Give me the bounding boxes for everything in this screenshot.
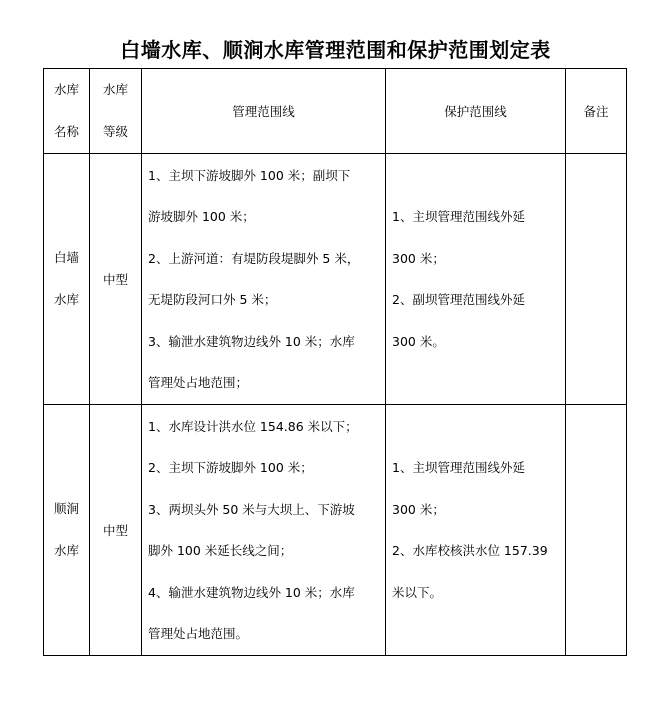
table-row: [44, 405, 627, 656]
header-name-line2: 名称: [53, 124, 79, 139]
reservoir-name-cell: [44, 405, 90, 656]
table-header-row: [44, 69, 627, 154]
management-range-cell: [142, 405, 386, 656]
reservoir-grade-cell: [90, 154, 142, 405]
management-line: 脚外 100 米延长线之间；: [148, 543, 293, 558]
management-range-cell: [142, 154, 386, 405]
header-grade-line2: 等级: [102, 124, 128, 139]
header-management-label: 管理范围线: [232, 104, 295, 119]
header-management-cell: [142, 69, 386, 154]
reservoir-grade: 中型: [102, 272, 128, 287]
header-note-label: 备注: [583, 104, 609, 119]
management-line: 4、输泄水建筑物边线外 10 米；水库: [148, 584, 355, 600]
header-protection-label: 保护范围线: [444, 104, 507, 119]
protection-line: 300 米。: [392, 333, 445, 349]
document-title: 白墙水库、顺涧水库管理范围和保护范围划定表: [120, 38, 551, 62]
reservoir-name-line2: 水库: [53, 292, 79, 307]
management-line: 2、主坝下游坡脚外 100 米；: [148, 460, 313, 475]
management-line: 3、输泄水建筑物边线外 10 米；水库: [148, 333, 355, 349]
table-row: [44, 154, 627, 405]
reservoir-grade: 中型: [102, 523, 128, 538]
header-name-cell: [44, 69, 90, 154]
note-cell: [566, 405, 627, 656]
header-protection-cell: [386, 69, 566, 154]
protection-line: 300 米；: [392, 250, 445, 266]
header-note-cell: [566, 69, 627, 154]
management-line: 2、上游河道：有堤防段堤脚外 5 米，: [148, 250, 360, 266]
management-line: 无堤防段河口外 5 米；: [148, 292, 277, 307]
protection-line: 2、水库校核洪水位 157.39: [392, 543, 548, 558]
protection-line: 300 米；: [392, 501, 445, 517]
header-grade-line1: 水库: [102, 82, 128, 97]
protection-range-cell: [386, 405, 566, 656]
protection-line: 2、副坝管理范围线外延: [392, 292, 525, 307]
reservoir-grade-cell: [90, 405, 142, 656]
reservoir-name-cell: [44, 154, 90, 405]
management-line: 管理处占地范围。: [148, 626, 249, 641]
protection-line: 1、主坝管理范围线外延: [392, 209, 525, 224]
reservoir-name-line1: 顺涧: [53, 501, 79, 516]
protection-line: 1、主坝管理范围线外延: [392, 460, 525, 475]
management-line: 1、主坝下游坡脚外 100 米；副坝下: [148, 167, 351, 183]
management-line: 1、水库设计洪水位 154.86 米以下；: [148, 418, 358, 434]
management-line: 游坡脚外 100 米；: [148, 209, 255, 224]
reservoir-name-line2: 水库: [53, 543, 79, 558]
protection-range-cell: [386, 154, 566, 405]
reservoir-name-line1: 白墙: [53, 250, 79, 265]
management-line: 管理处占地范围；: [148, 375, 249, 390]
range-table: [43, 68, 627, 656]
header-name-line1: 水库: [53, 82, 79, 97]
note-cell: [566, 154, 627, 405]
management-line: 3、两坝头外 50 米与大坝上、下游坡: [148, 501, 355, 517]
protection-line: 米以下。: [392, 584, 443, 600]
header-grade-cell: [90, 69, 142, 154]
